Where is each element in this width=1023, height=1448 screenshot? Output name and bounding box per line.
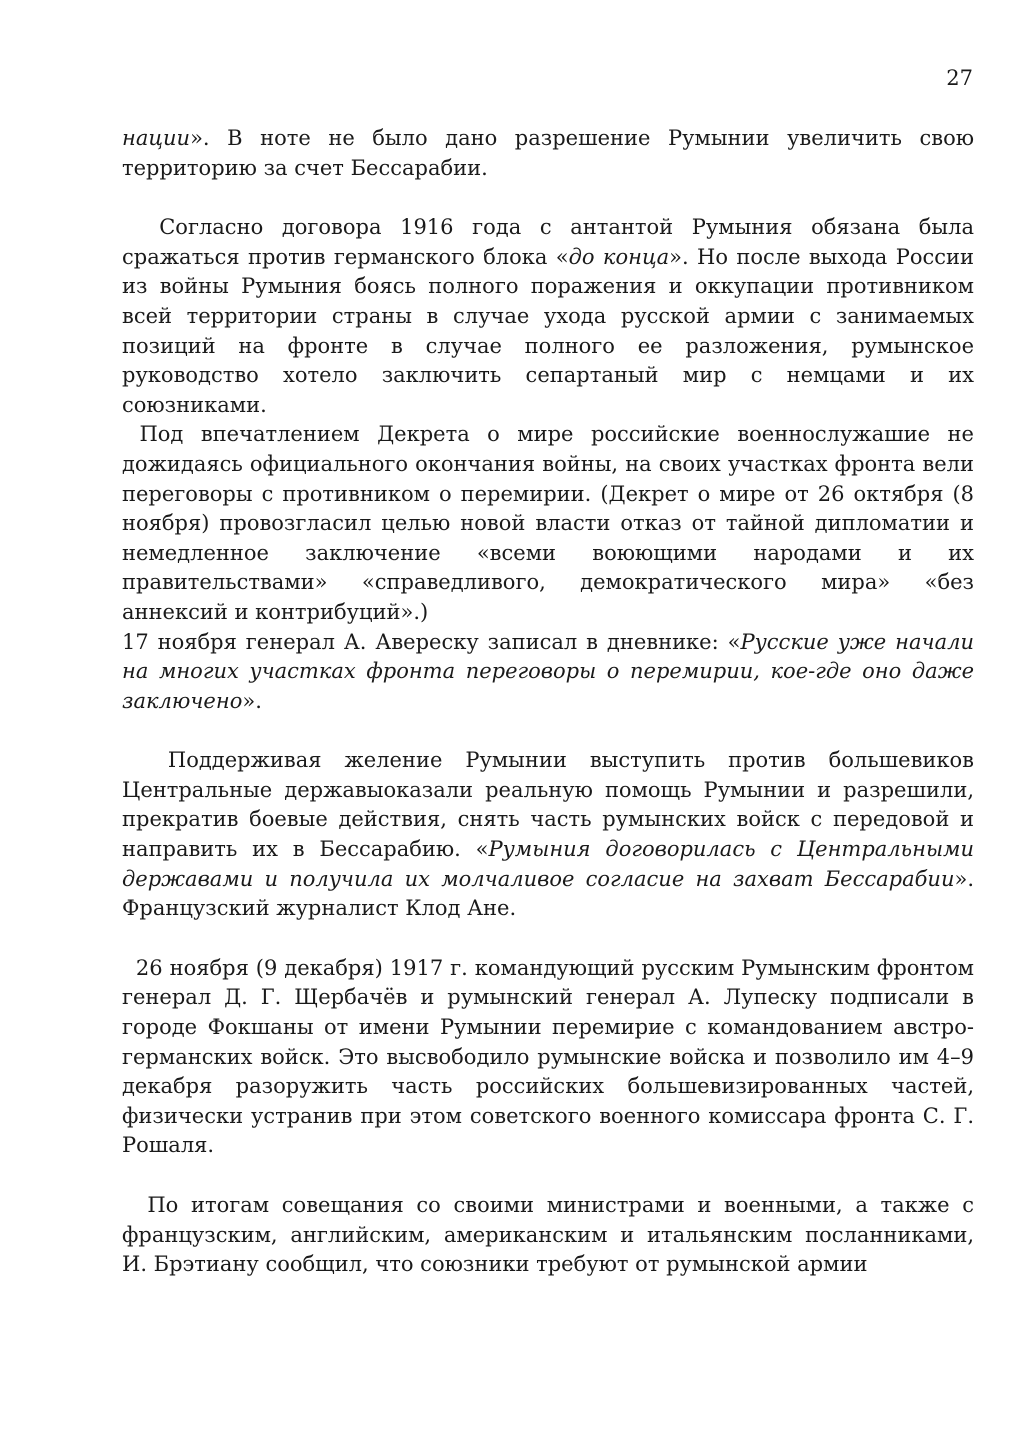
paragraph-4-text-a: 17 ноября генерал А. Авереску записал в дневнике: « xyxy=(122,629,741,654)
italic-word: нации xyxy=(122,126,191,150)
paragraph-6-text: 26 ноября (9 декабря) 1917 г. командующий русским Румынским фронтом генерал Д. Г. Щербачёв и румынский генерал А. Лупеску подписали в городе Фокшаны от имени Румынии перемирие с командованием австро-германских войск. Это высвободило румынские войска и позволило им 4–9 декабря разоружить часть российских большевизированных частей, физически устранив при этом советского военного комиссара фронта С. Г. Рошаля. xyxy=(122,955,974,1158)
paragraph-5-text-c: ». Французский журналист Клод Ане. xyxy=(122,866,974,921)
paragraph-5-text-a: Поддерживая желение Румынии выступить против большевиков Центральные державыоказали реальную помощь Румынии и разрешили, прекратив боевые действия, снять часть румынских войск с передовой и направить их в Бессарабию. « xyxy=(122,748,975,862)
paragraph-4-quote: Русские уже начали на многих участках фронта переговоры о перемирии, кое-где оно даже заключено xyxy=(122,629,974,713)
paragraph-5-quote: Румыния договорилась с Центральными державами и получила их молчаливое согласие на захват Бессарабии xyxy=(122,837,974,891)
paragraph-7 xyxy=(122,1191,974,1280)
paragraph-1 xyxy=(122,124,974,183)
paragraph-2 xyxy=(122,213,974,420)
paragraph-7-text: По итогам совещания со своими министрами и военными, а также с французским, английским, американским и итальянским посланниками, И. Брэтиану сообщил, что союзники требуют от румынской армии xyxy=(122,1193,974,1277)
paragraph-2-text-c: ». Но после выхода России из войны Румыния боясь полного поражения и оккупации противником всей территории страны в случае ухода русской армии с занимаемых позиций на фронте в случае полного ее разложения, румынское руководство хотело заключить сепартаный мир с немцами и их союзниками. xyxy=(122,244,974,417)
page-number: 27 xyxy=(946,66,973,90)
paragraph-2-text-a: Согласно договора 1916 года с антантой Румыния обязана была сражаться против германского блока « xyxy=(122,215,974,269)
paragraph-gap xyxy=(122,183,974,213)
paragraph-1-text: ». В ноте не было дано разрешение Румынии увеличить свою территорию за счет Бессарабии. xyxy=(122,126,974,180)
paragraph-3 xyxy=(122,420,974,627)
paragraph-5 xyxy=(122,746,974,924)
paragraph-gap xyxy=(122,924,974,954)
document-body xyxy=(122,124,974,1280)
paragraph-4-text-c: ». xyxy=(242,688,262,713)
paragraph-2-italic: до конца xyxy=(568,244,670,269)
paragraph-3-text: Под впечатлением Декрета о мире российские военнослужашие не дожидаясь официального окончания войны, на своих участках фронта вели переговоры с противником о перемирии. (Декрет о мире от 26 октября (8 ноября) провозгласил целью новой власти отказ от тайной дипломатии и немедленное заключение «всеми воюющими народами и их правительствами» «справедливого, демократического мира» «без аннексий и контрибуций».) xyxy=(122,422,974,624)
paragraph-gap xyxy=(122,716,974,746)
paragraph-4 xyxy=(122,628,974,717)
paragraph-gap xyxy=(122,1161,974,1191)
paragraph-6 xyxy=(122,954,974,1161)
